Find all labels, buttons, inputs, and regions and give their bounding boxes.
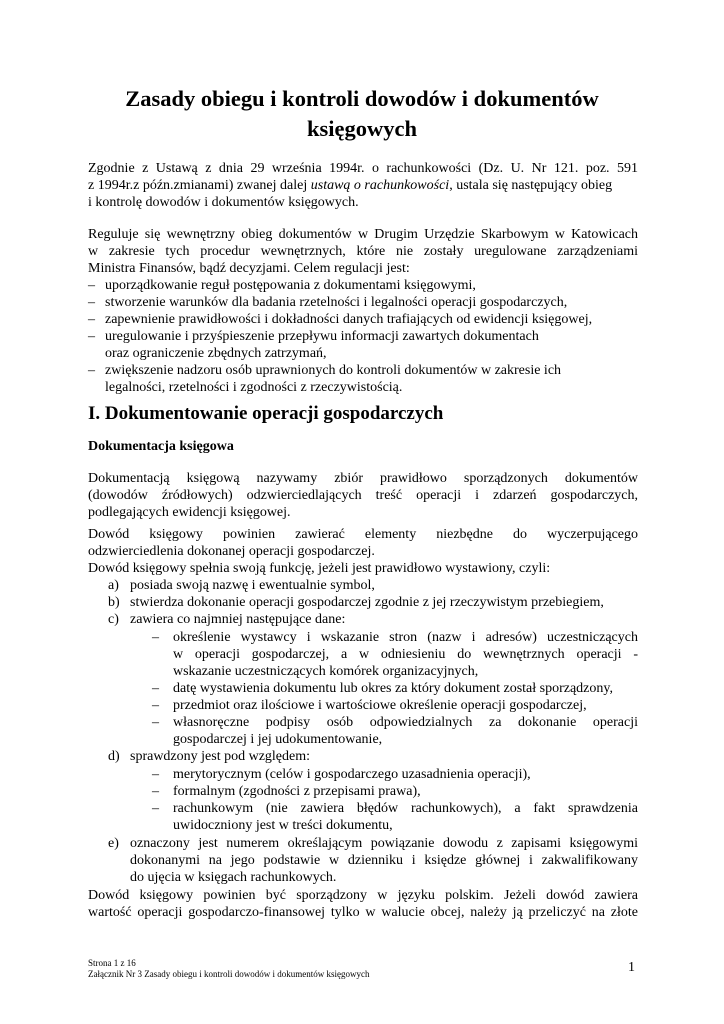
language-line-1: Dowód księgowy powinien być sporządzony w języku polskim. Jeżeli dowód zawiera [88, 888, 638, 903]
section-heading: I. Dokumentowanie operacji gospodarczych [88, 403, 444, 424]
definition-line-2: (dowodów źródłowych) odzwierciedlających treść operacji i zdarzeń gospodarczych, [88, 488, 638, 504]
elements-line-1: Dowód księgowy powinien zawierać elementy niezbędne do wyczerpującego [88, 527, 638, 542]
footer-annex: Załącznik Nr 3 Zasady obiegu i kontroli dowodów i dokumentów księgowych [88, 969, 370, 979]
function-line: Dowód księgowy spełnia swoją funkcję, jeżeli jest prawidłowo wystawiony, czyli: [88, 561, 551, 576]
intro-italic-term: ustawą o rachunkowości [310, 178, 450, 194]
definition-paragraph [88, 470, 638, 522]
intro-line-2: z 1994r.z późn.zmianami) zwanej dalej ustawą o rachunkowości, ustala się następujący obieg [88, 178, 613, 194]
language-line-2: wartość operacji gospodarczo-finansowej tylko w walucie obcej, należy ją przeliczyć na złote [88, 905, 638, 921]
intro-paragraph [88, 160, 638, 212]
intro-line-3: i kontrolę dowodów i dokumentów księgowych. [88, 195, 359, 211]
definition-line-1: Dokumentacją księgową nazywamy zbiór prawidłowo sporządzonych dokumentów [88, 471, 638, 486]
intro-line-1: Zgodnie z Ustawą z dnia 29 września 1994r. o rachunkowości (Dz. U. Nr 121. poz. 591 [88, 161, 638, 176]
document-title [60, 84, 664, 144]
page-number: 1 [628, 960, 635, 975]
regulation-line-3: Ministra Finansów, bądź decyzjami. Celem regulacji jest: [88, 261, 410, 277]
elements-paragraph [88, 526, 638, 560]
title-line-1: Zasady obiegu i kontroli dowodów i dokumentów [125, 86, 599, 111]
title-line-2: księgowych [306, 116, 417, 141]
function-paragraph [88, 560, 638, 577]
regulation-line-2: w zakresie tych procedur wewnętrznych, które nie zostały uregulowane zarządzeniami [88, 244, 638, 260]
regulation-paragraph [88, 226, 638, 278]
elements-line-2: odzwierciedlenia dokonanej operacji gospodarczej. [88, 544, 375, 560]
definition-line-3: podlegających ewidencji księgowej. [88, 505, 291, 521]
footer-page-of: Strona 1 z 16 [88, 958, 136, 968]
regulation-line-1: Reguluje się wewnętrzny obieg dokumentów w Drugim Urzędzie Skarbowym w Katowicach [88, 227, 638, 242]
document-page: Zasady obiegu i kontroli dowodów i dokumentów księgowych Zgodnie z Ustawą z dnia 29 września 1994r. o rachunkowości (Dz. U. Nr 121. poz. 591 z 1994r.z późn.zmianami) zwanej dalej ustawą o rachunkowości, ustala się następujący obieg i kontrolę dowodów i dokumentów księgowych. Reguluje się wewnętrzny obieg dokumentów w Drugim Urzędzie Skarbowym w Katowicach w zakresie tych procedur wewnętrznych, które nie zostały uregulowane zarządzeniami Ministra Finansów, bądź decyzjami. Celem regulacji jest: – uporządkowanie reguł postępowania z dokumentami księgowymi, – stworzenie warunków dla badania rzetelności i legalności operacji gospodarczych, – zapewnienie prawidłowości i dokładności danych trafiających od ewidencji księgowej, – uregulowanie i przyśpieszenie przepływu informacji zawartych dokumentach oraz ograniczenie zbędnych zatrzymań, – zwiększenie nadzoru osób uprawnionych do kontroli dokumentów w zakresie ich legalności, rzetelności i zgodności z rzeczywistością. I. Dokumentowanie operacji gospodarczych Dokumentacja księgowa Dokumentacją księgową nazywamy zbiór prawidłowo sporządzonych dokumentów (dowodów źródłowych) odzwierciedlających treść operacji i zdarzeń gospodarczych, podlegających ewidencji księgowej. Dowód księgowy powinien zawierać elementy niezbędne do wyczerpującego odzwierciedlenia dokonanej operacji gospodarczej. Dowód księgowy spełnia swoją funkcję, jeżeli jest prawidłowo wystawiony, czyli: a) posiada swoją nazwę i ewentualnie symbol, b) stwierdza dokonanie operacji gospodarczej zgodnie z jej rzeczywistym przebiegiem, c) zawiera co najmniej następujące dane: – określenie wystawcy i wskazanie stron (nazw i adresów) uczestniczących w operacji gospodarczej, a w odniesieniu do wewnętrznych operacji - wskazanie uczestniczących komórek organizacyjnych, – datę wystawienia dokumentu lub okres za który dokument został sporządzony, – przedmiot oraz ilościowe i wartościowe określenie operacji gospodarczej, – własnoręczne podpisy osób odpowiedzialnych za dokonanie operacji gospodarczej i jej udokumentowanie, d) sprawdzony jest pod względem: – merytorycznym (celów i gospodarczego uzasadnienia operacji), – formalnym (zgodności z przepisami prawa), – rachunkowym (nie zawiera błędów rachunkowych), a fakt sprawdzenia uwidoczniony jest w treści dokumentu, e) oznaczony jest numerem określającym powiązanie dowodu z zapisami księgowymi dokonanymi na jego podstawie w dzienniku i księdze głównej i zakwalifikowany do ujęcia w księgach rachunkowych. Dowód księgowy powinien być sporządzony w języku polskim. Jeżeli dowód zawiera wartość operacji gospodarczo-finansowej tylko w walucie obcej, należy ją przeliczyć na złote Strona 1 z 16 Załącznik Nr 3 Zasady obiegu i kontroli dowodów i dokumentów księgowych 1 [0, 0, 724, 1024]
language-paragraph [88, 887, 638, 921]
subsection-heading: Dokumentacja księgowa [88, 439, 234, 454]
